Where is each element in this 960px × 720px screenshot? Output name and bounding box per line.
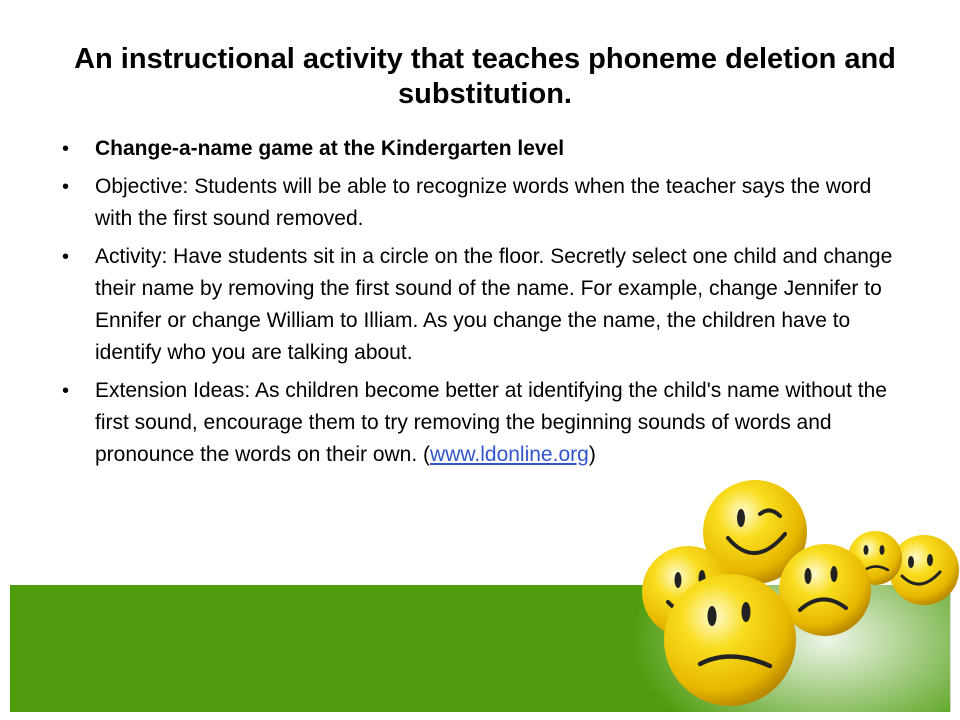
- link-close-paren: ): [588, 443, 596, 466]
- bullet-item: [60, 133, 910, 165]
- source-link[interactable]: www.ldonline.org: [430, 443, 589, 466]
- bullet-item: [60, 171, 910, 235]
- bullet-item: [60, 375, 910, 471]
- bullet-list: [60, 133, 910, 477]
- bullet-marker: •: [62, 138, 70, 160]
- bullet-marker: •: [62, 176, 70, 198]
- smiley-group: [640, 480, 960, 720]
- bullet-marker: •: [62, 246, 70, 268]
- bullet-item: [60, 241, 910, 369]
- neutral-smiley-icon: [664, 574, 796, 706]
- small-happy-smiley-icon: [889, 535, 959, 605]
- bullet-text: Extension Ideas: As children become better at identifying the child's name without the first sound, encourage them to try removing the beginning sounds of words and pronounce the words on their own.: [95, 379, 887, 466]
- bullet-marker: •: [62, 380, 70, 402]
- link-open-paren: (: [423, 443, 431, 466]
- bullet-text: Activity: Have students sit in a circle on the floor. Secretly select one child and change their name by removing the first sound of the name. For example, change Jennifer to Ennifer or change William to Illiam. As you change the name, the children have to identify who you are talking about.: [95, 245, 893, 364]
- slide-title: An instructional activity that teaches phoneme deletion and substitution.: [74, 43, 896, 110]
- bullet-text: Objective: Students will be able to recognize words when the teacher says the word with the first sound removed.: [95, 175, 872, 230]
- bullet-text: Change-a-name game at the Kindergarten level: [95, 137, 565, 160]
